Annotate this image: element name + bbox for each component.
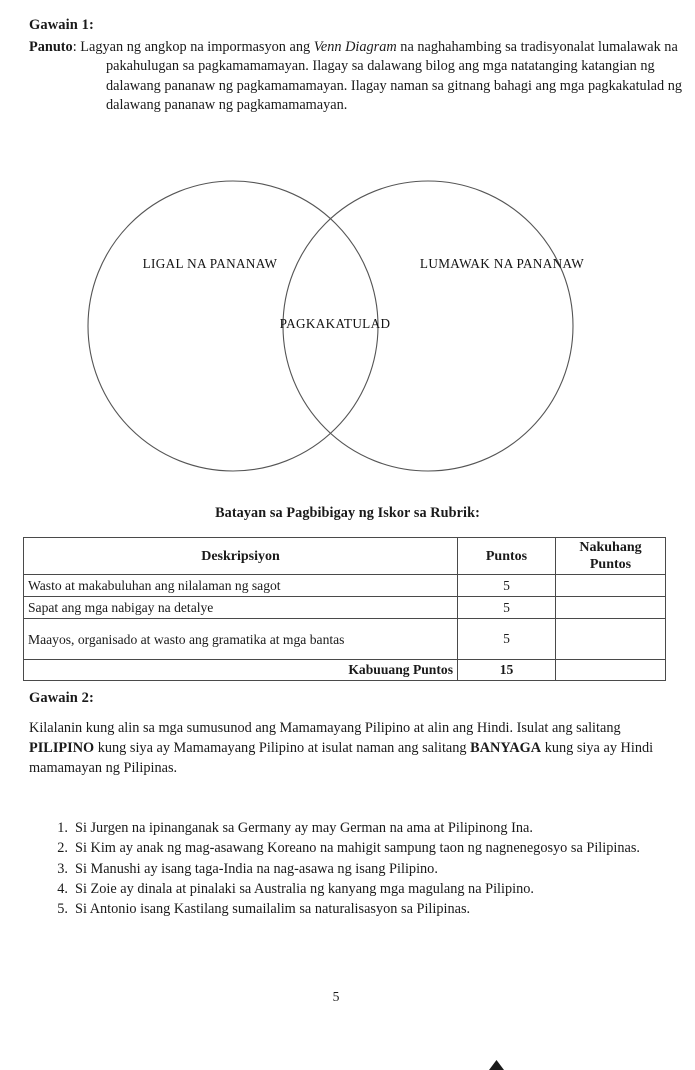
rubric-header-earned-points: Nakuhang Puntos: [556, 538, 666, 575]
list-item-number: 1.: [57, 820, 68, 836]
gawain-2-intro-part-1: Kilalanin kung alin sa mga sumusunod ang Mamamayang Pilipino at alin ang Hindi. Isulat ang salitang: [29, 720, 621, 736]
rubric-row-1-earned[interactable]: [556, 575, 666, 597]
list-item: [46, 899, 676, 919]
list-item: [46, 838, 676, 858]
list-item: [46, 879, 676, 899]
panuto-separator: : Lagyan ng angkop na impormasyon ang: [72, 39, 314, 55]
list-item-text: Si Zoie ay dinala at pinalaki sa Australia ng kanyang mga magulang na Pilipino.: [75, 880, 534, 897]
gawain-2-item-list: [46, 818, 676, 919]
list-item-text: Si Kim ay anak ng mag-asawang Koreano na mahigit sampung taon ng nagnenegosyo sa Pilipinas.: [75, 840, 641, 857]
venn-label-left: LIGAL NA PANANAW: [142, 256, 278, 271]
list-item-number: 5.: [57, 901, 68, 918]
rubric-row-2-points: 5: [458, 597, 556, 619]
rubric-total-points: 15: [458, 660, 556, 681]
rubric-row-3-description: Maayos, organisado at wasto ang gramatika at mga bantas: [24, 619, 458, 660]
page-number: 5: [332, 989, 340, 1004]
keyword-banyaga: BANYAGA: [470, 740, 542, 757]
rubric-row-2-earned[interactable]: [556, 597, 666, 619]
rubric-title: Batayan sa Pagbibigay ng Iskor sa Rubrik:: [215, 505, 480, 521]
table-row: [24, 575, 666, 597]
rubric-row-3-points: 5: [458, 619, 556, 660]
rubric-row-1-description: Wasto at makabuluhan ang nilalaman ng sagot: [24, 575, 458, 597]
scan-artifact: [489, 1060, 504, 1070]
rubric-header-row: [24, 538, 666, 575]
gawain-2-intro-part-3: kung siya ay Hindi mamamayan ng Pilipinas.: [29, 740, 654, 777]
list-item: [46, 818, 676, 838]
list-item-number: 3.: [57, 860, 68, 877]
rubric-header-points: Puntos: [458, 538, 556, 575]
rubric-total-label: Kabuuang Puntos: [24, 660, 458, 681]
rubric-total-row: [24, 660, 666, 681]
list-item-text: Si Manushi ay isang taga-India na nag-asawa ng isang Pilipino.: [75, 860, 438, 877]
venn-diagram-term: Venn Diagram: [313, 39, 397, 55]
keyword-pilipino: PILIPINO: [29, 740, 95, 757]
rubric-row-2-description: Sapat ang mga nabigay na detalye: [24, 597, 458, 619]
list-item-number: 4.: [57, 880, 68, 897]
list-item-number: 2.: [57, 840, 68, 857]
gawain-2-intro-part-2: kung siya ay Mamamayang Pilipino at isulat naman ang salitang: [94, 740, 471, 757]
table-row: [24, 619, 666, 660]
list-item: [46, 859, 676, 879]
rubric-header-description: Deskripsiyon: [24, 538, 458, 575]
gawain-1-heading: Gawain 1:: [29, 17, 94, 33]
gawain-2-heading: Gawain 2:: [29, 690, 94, 706]
panuto-body: na naghahambing sa tradisyonalat lumalawak na pakahulugan sa pagkamamamayan. Ilagay sa dalawang bilog ang mga natatanging katangian ng dalawang pananaw ng pagkamamamayan. Ilagay naman sa gitnang bahagi ang mga pagkakatulad ng dalawang pananaw ng pagkamamamayan.: [106, 39, 683, 113]
gawain-1-instructions: [29, 38, 695, 115]
rubric-row-1-points: 5: [458, 575, 556, 597]
list-item-text: Si Antonio isang Kastilang sumailalim sa naturalisasyon sa Pilipinas.: [75, 901, 471, 918]
table-row: [24, 597, 666, 619]
rubric-row-3-earned[interactable]: [556, 619, 666, 660]
gawain-2-instructions: [29, 718, 654, 779]
panuto-label: Panuto: [29, 39, 73, 55]
rubric-total-earned[interactable]: [556, 660, 666, 681]
venn-label-right: LUMAWAK NA PANANAW: [419, 256, 585, 271]
rubric-table: [23, 537, 666, 681]
list-item-text: Si Jurgen na ipinanganak sa Germany ay may German na ama at Pilipinong Ina.: [75, 820, 533, 836]
venn-diagram: [80, 172, 590, 484]
venn-label-intersection: PAGKAKATULAD: [279, 316, 391, 331]
